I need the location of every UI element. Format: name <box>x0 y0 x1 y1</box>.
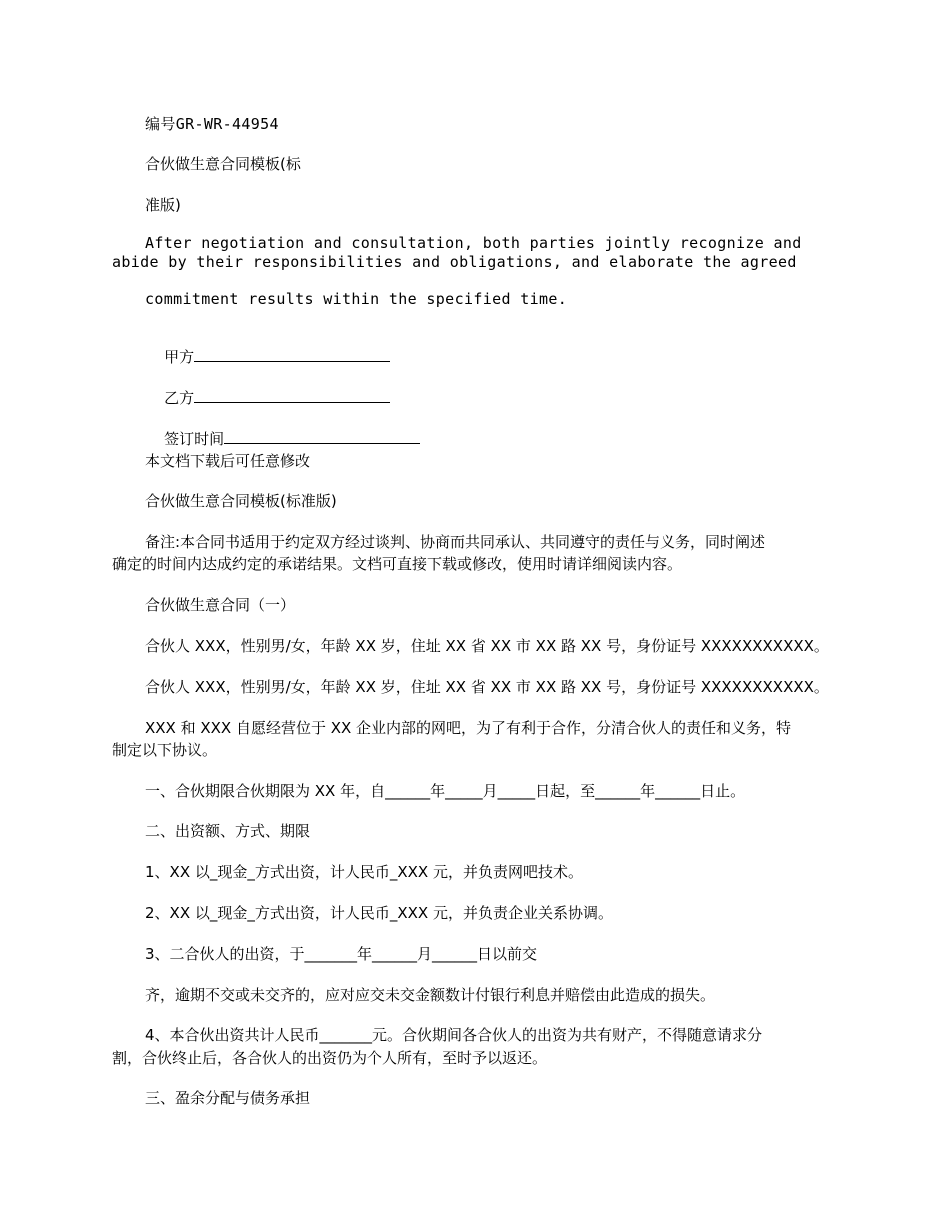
contribution-item-4-line-1: 4、本合伙出资共计人民币_______元。合伙期间各合伙人的出资为共有财产，不得随意请求分 <box>145 1026 763 1044</box>
sign-date-blank <box>224 430 420 444</box>
party-a-blank <box>194 348 390 362</box>
contribution-item-4-line-2: 割，合伙终止后，各合伙人的出资仍为个人所有，至时予以返还。 <box>112 1049 548 1067</box>
contribution-item-1: 1、XX 以_现金_方式出资，计人民币_XXX 元，并负责网吧技术。 <box>145 863 583 881</box>
title-line-2: 准版) <box>145 196 181 214</box>
partner-1: 合伙人 XXX，性别男/女，年龄 XX 岁，住址 XX 省 XX 市 XX 路 XX 号，身份证号 XXXXXXXXXXX。 <box>145 637 829 655</box>
editable-notice: 本文档下载后可任意修改 <box>145 452 311 470</box>
section-3-heading: 三、盈余分配与债务承担 <box>145 1089 311 1107</box>
partner-2: 合伙人 XXX，性别男/女，年龄 XX 岁，住址 XX 省 XX 市 XX 路 XX 号，身份证号 XXXXXXXXXXX。 <box>145 678 829 696</box>
party-b-label: 乙方 <box>164 389 195 407</box>
remark-line-2: 确定的时间内达成约定的承诺结果。文档可直接下载或修改，使用时请详细阅读内容。 <box>112 555 683 573</box>
doc-number: 编号GR-WR-44954 <box>145 115 279 133</box>
english-intro-line-3: commitment results within the specified time. <box>145 290 568 308</box>
partnership-term: 一、合伙期限合伙期限为 XX 年，自______年_____月_____日起，至______年______日止。 <box>145 782 746 800</box>
contribution-item-3-cont: 齐，逾期不交或未交齐的，应对应交未交金额数计付银行利息并赔偿由此造成的损失。 <box>145 986 716 1004</box>
contribution-item-2: 2、XX 以_现金_方式出资，计人民币_XXX 元，并负责企业关系协调。 <box>145 904 613 922</box>
contract-heading: 合伙做生意合同（一） <box>145 596 296 614</box>
party-b-blank <box>194 389 390 403</box>
section-2-heading: 二、出资额、方式、期限 <box>145 822 311 840</box>
party-a-label: 甲方 <box>164 348 195 366</box>
english-intro-line-1: After negotiation and consultation, both parties jointly recognize and <box>145 234 802 252</box>
contribution-item-3: 3、二合伙人的出资，于_______年______月______日以前交 <box>145 945 538 963</box>
document-title: 合伙做生意合同模板(标准版) <box>145 492 337 510</box>
remark-line-1: 备注:本合同书适用于约定双方经过谈判、协商而共同承认、共同遵守的责任与义务，同时阐述 <box>145 533 766 551</box>
title-line-1: 合伙做生意合同模板(标 <box>145 155 301 173</box>
english-intro-line-2: abide by their responsibilities and obligations, and elaborate the agreed <box>112 253 797 271</box>
purpose-line-2: 制定以下协议。 <box>112 741 218 759</box>
purpose-line-1: XXX 和 XXX 自愿经营位于 XX 企业内部的网吧，为了有利于合作，分清合伙人的责任和义务，特 <box>145 719 792 737</box>
sign-date-label: 签订时间 <box>164 430 225 448</box>
